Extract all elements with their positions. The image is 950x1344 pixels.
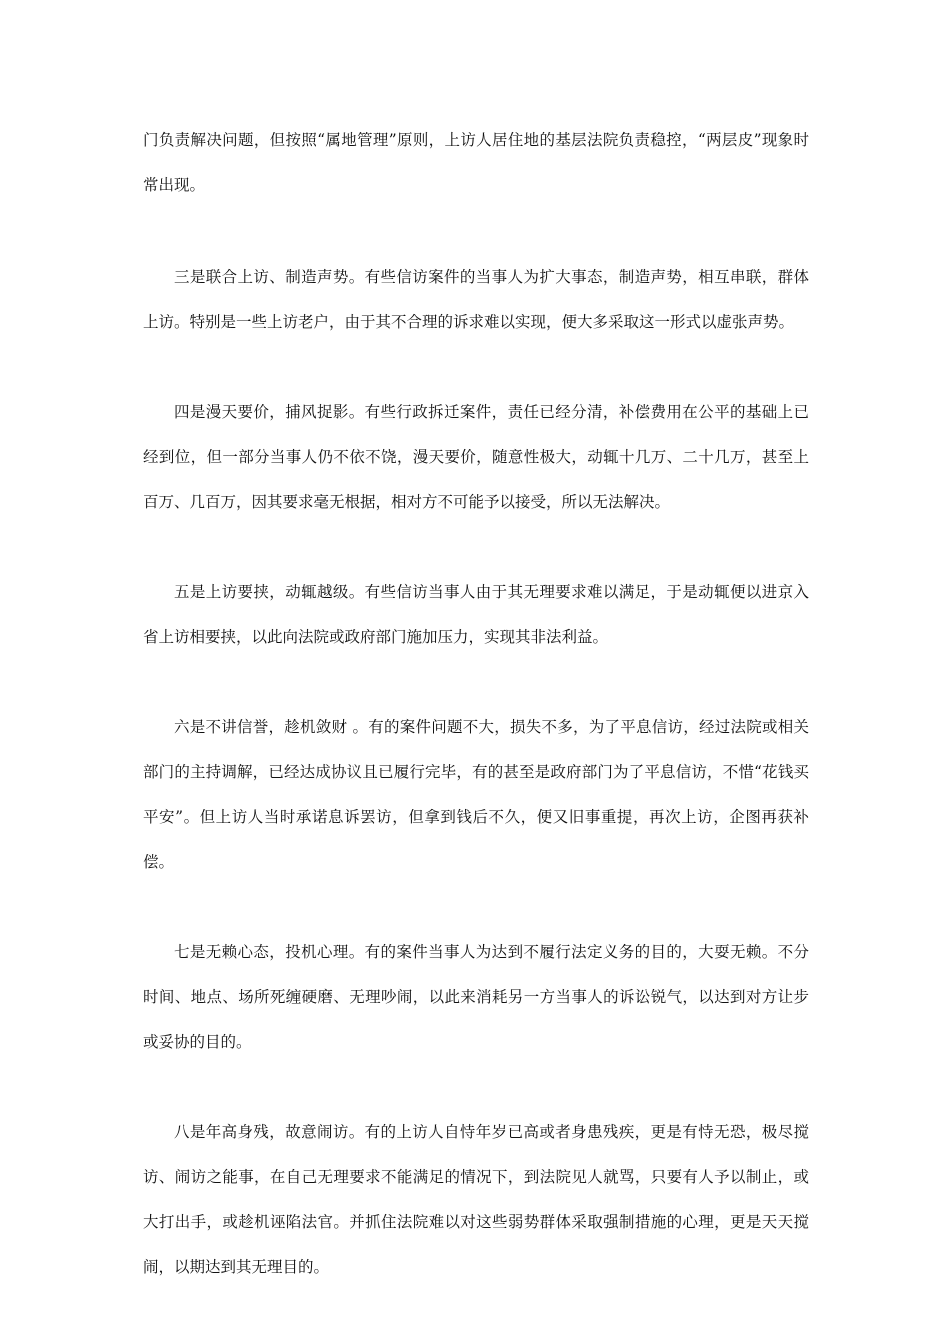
paragraph-point-four: 四是漫天要价，捕风捉影。有些行政拆迁案件，责任已经分清，补偿费用在公平的基础上已经到位，但一部分当事人仍不依不饶，漫天要价，随意性极大，动辄十几万、二十几万，甚至上百万、几百万，因其要求毫无根据，相对方不可能予以接受，所以无法解决。 <box>143 403 809 511</box>
paragraph-point-five: 五是上访要挟，动辄越级。有些信访当事人由于其无理要求难以满足，于是动辄便以进京入省上访相要挟，以此向法院或政府部门施加压力，实现其非法利益。 <box>143 583 809 646</box>
paragraph-point-three: 三是联合上访、制造声势。有些信访案件的当事人为扩大事态，制造声势，相互串联，群体上访。特别是一些上访老户，由于其不合理的诉求难以实现，便大多采取这一形式以虚张声势。 <box>143 268 809 331</box>
paragraph-point-seven: 七是无赖心态，投机心理。有的案件当事人为达到不履行法定义务的目的，大耍无赖。不分时间、地点、场所死缠硬磨、无理吵闹，以此来消耗另一方当事人的诉讼锐气，以达到对方让步或妥协的目的。 <box>143 943 809 1051</box>
document-body <box>143 118 809 1290</box>
paragraph-point-eight: 八是年高身残，故意闹访。有的上访人自恃年岁已高或者身患残疾，更是有恃无恐，极尽搅访、闹访之能事，在自己无理要求不能满足的情况下，到法院见人就骂，只要有人予以制止，或大打出手，或趁机诬陷法官。并抓住法院难以对这些弱势群体采取强制措施的心理，更是天天搅闹，以期达到其无理目的。 <box>143 1123 809 1276</box>
paragraph-continuation: 门负责解决问题，但按照“属地管理”原则，上访人居住地的基层法院负责稳控，“两层皮”现象时常出现。 <box>143 131 809 194</box>
paragraph-point-six: 六是不讲信誉，趁机敛财 。有的案件问题不大，损失不多，为了平息信访，经过法院或相关部门的主持调解，已经达成协议且已履行完毕，有的甚至是政府部门为了平息信访，不惜“花钱买平安”。但上访人当时承诺息诉罢访，但拿到钱后不久，便又旧事重提，再次上访，企图再获补偿。 <box>143 718 809 871</box>
